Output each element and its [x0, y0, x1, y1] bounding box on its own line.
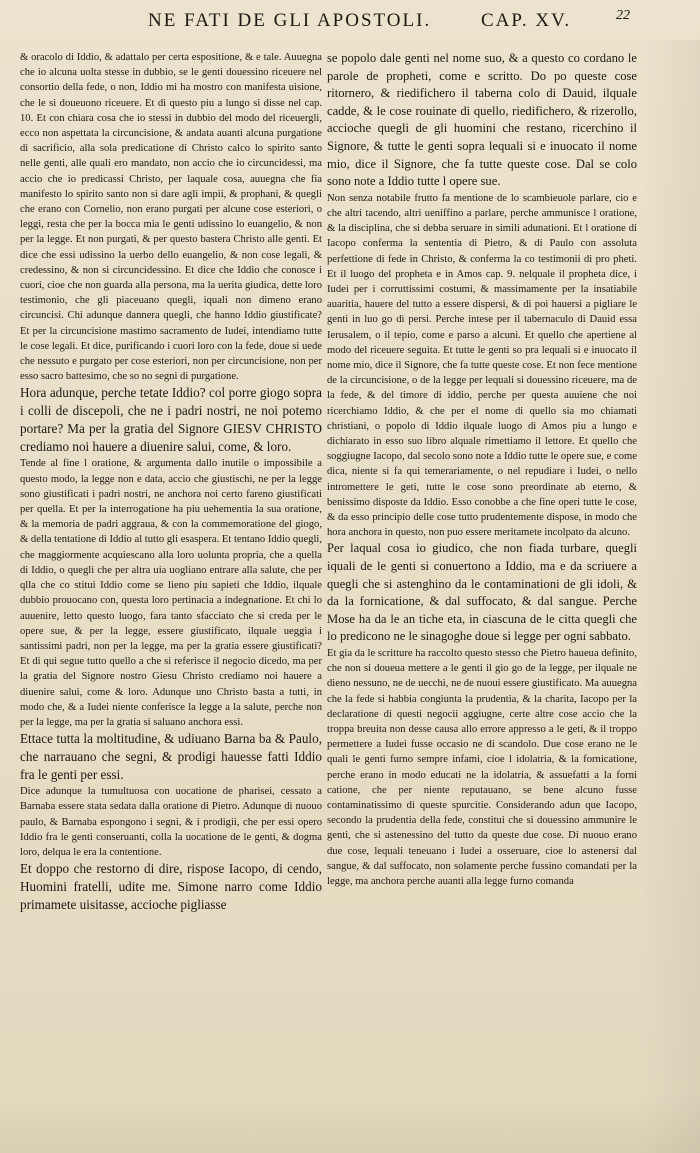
left-column [20, 50, 322, 1090]
page-header [38, 8, 678, 34]
chapter-number: CAP. XV. [481, 10, 572, 31]
folio-number: 22 [616, 8, 630, 23]
scripture-paragraph: Et doppo che restorno di dire, rispose Iacopo, di cendo, Huomini fratelli, udite me. Simone narro come Iddio primamete uisitasse, accioche pigliasse [20, 861, 322, 913]
page-edge-shadow [640, 40, 700, 1153]
commentary-paragraph: & oracolo di Iddio, & adattalo per certa espositione, & e tale. Auuegna che io alcuna uolta stesse in dubbio, se le genti douessino riceuere nel consortio della fede, o non, Iddio mi ha mostro con manifesta uisione, che le si doueuono riceuere. Et di questo piu a lungo si disse nel cap. 10. Et con chiara cosa che io stessi in dubbio del modo del riceuergli, ecco non aspettata la circuncisione, & andata auanti alcuna purgatione di sacrificio, alla sola predicatione di Christo calco lo spirito santo nelle genti, alle quali ero mandato, non accio che io circuncidessi, ma accio che io predicassi Christo, per laquale cosa, auuegna che fia manifesto lo spirito santo non si dare agli impii, & prophani, & quegli che erano con Cornelio, non erano purgati per alcune cose esteriori, o leggi, resta che per la bocca mia le genti udissino lo euangelio, & non per la legge. Et non purgati, & per questo bastera Christo alle genti. Et dice che essi udissino la uerbo dello euangelio, & non cose legali, & credessino, & non si circuncidessino. Et dice che Iddio che conosce i cuori, cioe che non guarda alla persona, ma la uerita giudica, dette loro testimonio, che gli piaceuano quegli, iquali non dimeno erano circuncisi. Chi adunque dannera quegli, che hanno Iddio giustificate? Et per la circuncisione mastimo sacramento de Iudei, intendiamo tutte le cose legali. Et dice, purificando i cuori loro con la fede, doue si uede che nessuto e purgato per cose esteriori, non per circuncisione, non per esso sacro battesimo, che so no segni di purgatione. [20, 52, 322, 383]
commentary-paragraph: Non senza notabile frutto fa mentione de lo scambieuole parlare, cio e che altri tacendo, altri ueniffino a parlare, perche ammunisce l oratione, & la disciplina, che si debba seruare in simili adunationi. Et l oratione di Iacopo conferma la sententia di Pietro, & di Paulo con assoluta perfettione di fede in Christo, & conferma la co testimonii di pro pheti. Et il luogo del propheta e in Amos cap. 9. nelquale il propheta dice, i Iudei per i corruttissimi costumi, & massimamente per la insatiabile auaritia, hauere del tutto a essere dispersi, & di poi hauersi a pigliare le genti in luo go di persi. Perche intese per il tabernaculo di Dauid essa Ierusalem, o il tepio, come e parso a alcuni. Et quello che apertiene al modo del riceuere seguita. Et tutte le genti so pra lequali si e inuocato il nome mio, dice il Signore, che fa tutte queste cose. Et non fece mentione de la circuncisione, o de la legge per lequali si douessino riceuere, ma de la fede, & del timore di iddio, perche per questa auuiene che noi ricerchiamo Iddio, & che per el nome di quello sia mo chiamati christiani, o popolo di Iddio ilquale luogo di Amos piu a lungo e dichiarato in esso suo libro alquale rimettiamo il lettore. Et quello che soggiugne Iacopo, dal secolo sono note a Iddio tutte le opere sue, e come dica, niente si fa qui temerariamente, o nel repudiare i Iudei, o nello intromettere le geti, tutte le cose sono preordinate ab eterno, & benissimo disposte da Iddio. Esso conobbe a che fine operi tutte le cose, & da esso principio delle cose tutto prudentemente dispose, in modo che hora anchora in questo, non puo essere meritamete incolpato da alcuno. [327, 192, 637, 539]
page-bottom-shadow [0, 1093, 700, 1153]
commentary-paragraph: Dice adunque la tumultuosa con uocatione de pharisei, cessato a Barnaba essere stata sedata dalla oratione di Pietro. Adunque di nuouo paulo, & Barnaba espongono i segni, & i prodigii, che per essi opero Iddio fra le genti conseruanti, colla la uocatione de le genti, & dogma loro, delqua le era la contentione. [20, 786, 322, 858]
scripture-paragraph: Per laqual cosa io giudico, che non fiada turbare, quegli iquali de le genti si conuertono a Iddio, ma e da scriuere a quegli che si astenghino da le contaminationi de gli idoli, & da la fornicatione, & dal suffocato, & dal sangue. Perche Mose ha da le an tiche eta, in ciascuna de le citta quegli che lo predicono ne le sinagoghe doue si legge per ogni sabbato. [327, 541, 637, 644]
scripture-paragraph: se popolo dale genti nel nome suo, & a questo co cordano le parole de propheti, come e scritto. Do po queste cose ritornero, & riedifichero il taberna colo di Dauid, ilquale cadde, & le cose rouinate di quello, riedifichero, & rizerollo, accioche quegli de gli huomini che restano, ricerchino il Signore, & tutte le genti sopra lequali si e inuocato il nome mio, dice il Signore, che fa tutte queste cose. Dal se colo sono note a Iddio tutte l opere sue. [327, 51, 637, 189]
right-column [327, 50, 637, 1090]
commentary-paragraph: Tende al fine l oratione, & argumenta dallo inutile o impossibile a questo modo, la legge non e data, accio che giustischi, ne per la legge sono giustificati i padri nostri, ne anchora noi certo fareno giustificati per quella. Et per la interrogatione ha piu uehementia la sua oratione, & la memoria de padri aggraua, & con la commemoratione del giogo, & della tentatione di Iddio al tutto gli esaspera. Et tentano Iddio quegli, che maggiormente acquiescano alla loro uolunta propria, che a quella di Iddio, o quegli che per altra uia uogliano entrare alla salute, che per qlla che co stitui Iddio come se lieno piu sapieti che Iddio, ilquale dubbio prouocano con, questa loro pertinacia a indegnatione. Et chi lo auuenire, letto questo luogo, fara tanto sfacciato che si creda per le opere sue, & per la legge, essere giustificato, ilquale ueggia i santissimi padri, non per la legge, ma per la gratia essere giustificati? Et di qui segue tutto quello a che si referisce il negocio dicedo, ma per la gratia del Signore nostro Giesu Christo crediamo noi hauere a diuenire salui, come & loro. Adunque uno Christo basta a tutti, in modo che, & a Iudei niente conferisce la legge a la salute, perche non per la legge, ma per la gratia si saluano anchora essi. [20, 458, 322, 728]
scripture-paragraph: Ettace tutta la moltitudine, & udiuano Barna ba & Paulo, che narrauano che segni, & prodigi hauesse fatti Iddio fra le genti per essi. [20, 731, 322, 783]
scripture-paragraph: Hora adunque, perche tetate Iddio? col porre giogo sopra i colli de discepoli, che ne i padri nostri, ne noi potemo portare? Ma per la gratia del Signore GIESV CHRISTO crediamo noi hauere a diuenire salui, come, & loro. [20, 385, 322, 455]
running-head: NE FATI DE GLI APOSTOLI. [148, 10, 432, 31]
commentary-paragraph: Et gia da le scritture ha raccolto questo stesso che Pietro haueua definito, che non si doueua mettere a le genti il gio go de la legge, per ilquale ne dieno nessuno, ne de uecchi, ne de nuoui essere giustificato. Ma auuegna che la fede si habbia congiunta la prudentia, & la charita, Iacopo per la declaratione di questi negocii aggiugne, certe altre cose accio che la troppa breuita non desse causa allo errore appresso a le geti, & il troppo permettere a Iudei fusse occasio ne di scandolo. Due cose erano ne le quali le genti furno sempre infami, cioe l idolatria, & la fornicatione, perche erano in modo educati ne la idolatria, & assuefatti a la forni catione, che per niente reputauano, se bene alcuno fusse contaminatissimo di queste spurcitie. Considerando adun que Iacopo, secondo la prudentia della fede, constitui che si douessino ammunire le genti, che si astenessino del tutto da queste due cose. Di nuouo erano due cose, lequali teneuano i Iudei a osseruare, cioe lo astenersi dal sangue, & dal suffocato, non solamente perche fussino comandati per la legge, ma anchora perche auanti alla legge furno comanda [327, 647, 637, 888]
